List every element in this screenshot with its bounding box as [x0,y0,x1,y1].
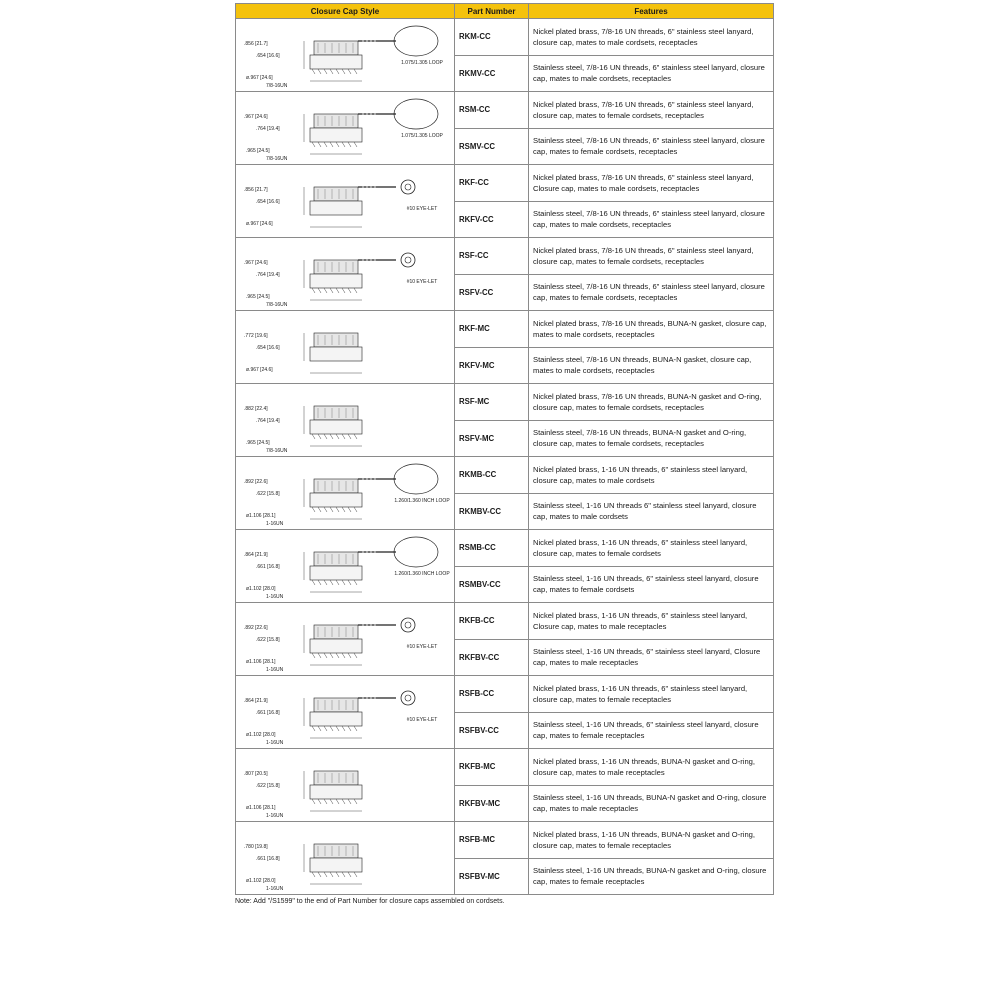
table-row [236,749,774,786]
cap-base [310,55,362,69]
dim-lanyard-end: 1.260/1.360 INCH LOOP [394,571,450,577]
thread-mark [354,507,357,512]
table-row [236,384,774,421]
dim-diameter: ø.967 [24.6] [246,75,273,81]
dim-lanyard-end: #10 EYE-LET [406,206,438,212]
header-features: Features [529,4,774,19]
cap-style-cell [236,822,455,895]
part-number: RKFB-MC [455,749,529,786]
thread-mark [342,507,345,512]
dim-thread: 1-16UN [266,594,284,600]
dim-body-height: .622 [15.8] [256,491,280,497]
part-number: RKF-MC [455,311,529,348]
cap-top [314,625,358,639]
features: Nickel plated brass, 7/8-16 UN threads, 6" stainless steel lanyard, closure cap, mates to male cordsets, receptacles [529,19,774,56]
footnote: Note: Add "/S1599" to the end of Part Number for closure caps assembled on cordsets. [235,898,505,905]
table-row [236,92,774,129]
thread-mark [324,872,327,877]
dim-thread: 7/8-16UN [266,156,288,162]
dim-body-height: .654 [16.6] [256,345,280,351]
dim-body-height: .661 [16.8] [256,856,280,862]
thread-mark [336,142,339,147]
features: Stainless steel, 7/8-16 UN threads, BUNA-N gasket, closure cap, mates to male cordsets, receptacles [529,347,774,384]
cap-style-cell [236,165,455,238]
part-number: RSFBV-MC [455,858,529,895]
thread-mark [318,726,321,731]
cap-drawing [236,384,454,456]
dim-body-height: .654 [16.6] [256,199,280,205]
dim-overall-height: .882 [22.4] [244,406,268,412]
thread-mark [312,142,315,147]
thread-mark [354,799,357,804]
dim-thread: 1-16UN [266,667,284,673]
thread-mark [354,653,357,658]
eyelet-ring [401,253,415,267]
thread-mark [348,69,351,74]
features: Nickel plated brass, 7/8-16 UN threads, BUNA-N gasket and O-ring, closure cap, mates to female cordsets, receptacles [529,384,774,421]
dim-body-height: .661 [16.8] [256,564,280,570]
dim-thread: 1-16UN [266,813,284,819]
features: Stainless steel, 7/8-16 UN threads, 6" stainless steel lanyard, closure cap, mates to male cordsets, receptacles [529,201,774,238]
thread-mark [330,726,333,731]
table-row [236,238,774,275]
dim-overall-height: .780 [19.8] [244,844,268,850]
table-row [236,676,774,713]
thread-mark [318,872,321,877]
part-number: RKFBV-CC [455,639,529,676]
cap-drawing [236,311,454,383]
thread-mark [318,142,321,147]
cap-drawing [236,530,454,602]
cap-base [310,712,362,726]
cap-drawing [236,676,454,748]
dim-thread: 7/8-16UN [266,448,288,454]
thread-mark [348,142,351,147]
thread-mark [318,288,321,293]
features: Stainless steel, 7/8-16 UN threads, 6" stainless steel lanyard, closure cap, mates to female cordsets, receptacles [529,274,774,311]
thread-mark [324,580,327,585]
thread-mark [348,799,351,804]
cap-top [314,41,358,55]
cap-top [314,552,358,566]
thread-mark [354,69,357,74]
part-number: RSMV-CC [455,128,529,165]
cap-top [314,187,358,201]
dim-diameter: ø1.102 [28.0] [246,878,276,884]
thread-mark [312,434,315,439]
dim-overall-height: .967 [24.6] [244,114,268,120]
table-row [236,311,774,348]
cap-style-cell [236,384,455,457]
thread-mark [330,69,333,74]
thread-mark [312,507,315,512]
part-number: RKF-CC [455,165,529,202]
features: Stainless steel, 1-16 UN threads, BUNA-N gasket and O-ring, closure cap, mates to female receptacles [529,858,774,895]
thread-mark [336,434,339,439]
thread-mark [324,726,327,731]
thread-mark [318,507,321,512]
dim-body-height: .622 [15.8] [256,783,280,789]
thread-mark [342,580,345,585]
part-number: RSFV-MC [455,420,529,457]
dim-overall-height: .807 [20.5] [244,771,268,777]
thread-mark [330,288,333,293]
features: Nickel plated brass, 1-16 UN threads, 6" stainless steel lanyard, closure cap, mates to female receptacles [529,676,774,713]
thread-mark [324,288,327,293]
thread-mark [342,69,345,74]
dim-thread: 1-16UN [266,740,284,746]
header-row [236,4,774,19]
table-row [236,822,774,859]
part-number: RSFBV-CC [455,712,529,749]
cap-top [314,260,358,274]
lanyard-loop [394,464,438,494]
thread-mark [330,142,333,147]
eyelet-ring [401,618,415,632]
part-number: RKFV-MC [455,347,529,384]
cap-drawing [236,165,454,237]
features: Nickel plated brass, 7/8-16 UN threads, 6" stainless steel lanyard, closure cap, mates to female cordsets, receptacles [529,238,774,275]
cap-style-cell [236,19,455,92]
features: Stainless steel, 1-16 UN threads, 6" stainless steel lanyard, Closure cap, mates to male receptacles [529,639,774,676]
cap-base [310,347,362,361]
thread-mark [342,726,345,731]
dim-diameter: ø1.106 [28.1] [246,513,276,519]
thread-mark [336,653,339,658]
dim-thread: 1-16UN [266,521,284,527]
thread-mark [336,69,339,74]
features: Stainless steel, 1-16 UN threads, BUNA-N gasket and O-ring, closure cap, mates to male receptacles [529,785,774,822]
dim-thread: 1-16UN [266,886,284,892]
thread-mark [318,799,321,804]
thread-mark [330,872,333,877]
table-row [236,457,774,494]
dim-overall-height: .856 [21.7] [244,41,268,47]
thread-mark [324,69,327,74]
part-number: RSFV-CC [455,274,529,311]
part-number: RSF-CC [455,238,529,275]
thread-mark [348,580,351,585]
eyelet-hole [405,622,411,628]
thread-mark [312,288,315,293]
dim-overall-height: .892 [22.6] [244,625,268,631]
thread-mark [342,653,345,658]
eyelet-hole [405,695,411,701]
thread-mark [354,142,357,147]
cap-base [310,639,362,653]
dim-body-height: .654 [16.6] [256,53,280,59]
dim-diameter: ø1.102 [28.0] [246,586,276,592]
thread-mark [318,69,321,74]
part-number: RKFV-CC [455,201,529,238]
cap-base [310,274,362,288]
cap-style-cell [236,530,455,603]
thread-mark [354,726,357,731]
features: Nickel plated brass, 7/8-16 UN threads, 6" stainless steel lanyard, Closure cap, mates to male cordsets, receptacles [529,165,774,202]
table-body [236,19,774,895]
dim-body-height: .764 [19.4] [256,126,280,132]
cap-base [310,785,362,799]
dim-overall-height: .892 [22.6] [244,479,268,485]
part-number: RKMV-CC [455,55,529,92]
table-row [236,165,774,202]
thread-mark [324,653,327,658]
features: Nickel plated brass, 1-16 UN threads, 6" stainless steel lanyard, closure cap, mates to male cordsets [529,457,774,494]
dim-diameter: ø1.102 [28.0] [246,732,276,738]
dim-body-height: .622 [15.8] [256,637,280,643]
thread-mark [342,872,345,877]
cap-drawing [236,749,454,821]
dim-overall-height: .864 [21.9] [244,698,268,704]
cap-base [310,858,362,872]
dim-diameter: .965 [24.5] [246,294,270,300]
dim-lanyard-end: #10 EYE-LET [406,644,438,650]
part-number: RSFB-CC [455,676,529,713]
thread-mark [342,434,345,439]
cap-drawing [236,92,454,164]
dim-lanyard-end: 1.075/1.305 LOOP [401,133,443,139]
features: Nickel plated brass, 1-16 UN threads, BUNA-N gasket and O-ring, closure cap, mates to female receptacles [529,822,774,859]
cap-base [310,566,362,580]
thread-mark [342,142,345,147]
eyelet-hole [405,257,411,263]
thread-mark [330,653,333,658]
part-number: RSMBV-CC [455,566,529,603]
table-row [236,530,774,567]
cap-style-cell [236,603,455,676]
thread-mark [324,799,327,804]
features: Nickel plated brass, 1-16 UN threads, BUNA-N gasket and O-ring, closure cap, mates to male receptacles [529,749,774,786]
thread-mark [312,69,315,74]
part-number: RKM-CC [455,19,529,56]
thread-mark [336,288,339,293]
dim-diameter: .965 [24.5] [246,440,270,446]
cap-drawing [236,238,454,310]
thread-mark [342,799,345,804]
thread-mark [354,580,357,585]
thread-mark [336,799,339,804]
thread-mark [330,507,333,512]
cap-top [314,771,358,785]
thread-mark [354,872,357,877]
eyelet-ring [401,180,415,194]
cap-style-cell [236,457,455,530]
cap-drawing [236,822,454,894]
dim-overall-height: .772 [19.6] [244,333,268,339]
thread-mark [336,580,339,585]
dim-lanyard-end: 1.075/1.305 LOOP [401,60,443,66]
cap-top [314,698,358,712]
thread-mark [330,434,333,439]
cap-top [314,844,358,858]
thread-mark [318,653,321,658]
cap-style-cell [236,92,455,165]
part-number: RSM-CC [455,92,529,129]
cap-base [310,420,362,434]
thread-mark [348,872,351,877]
thread-mark [348,288,351,293]
features: Stainless steel, 1-16 UN threads, 6" stainless steel lanyard, closure cap, mates to female cordsets [529,566,774,603]
thread-mark [312,872,315,877]
thread-mark [354,288,357,293]
closure-cap-table [235,3,774,895]
features: Stainless steel, 1-16 UN threads, 6" stainless steel lanyard, closure cap, mates to female receptacles [529,712,774,749]
thread-mark [312,726,315,731]
table-row [236,19,774,56]
part-number: RSMB-CC [455,530,529,567]
cap-style-cell [236,749,455,822]
thread-mark [318,434,321,439]
cap-style-cell [236,676,455,749]
dim-diameter: ø1.106 [28.1] [246,805,276,811]
features: Stainless steel, 1-16 UN threads 6" stainless steel lanyard, closure cap, mates to male cordsets [529,493,774,530]
features: Nickel plated brass, 7/8-16 UN threads, 6" stainless steel lanyard, closure cap, mates to female cordsets, receptacles [529,92,774,129]
part-number: RKMB-CC [455,457,529,494]
dim-lanyard-end: #10 EYE-LET [406,717,438,723]
cap-drawing [236,19,454,91]
thread-mark [324,434,327,439]
dim-thread: 7/8-16UN [266,302,288,308]
cap-top [314,406,358,420]
thread-mark [324,142,327,147]
part-number: RKFB-CC [455,603,529,640]
lanyard-loop [394,537,438,567]
thread-mark [336,507,339,512]
thread-mark [336,872,339,877]
thread-mark [312,799,315,804]
lanyard-loop [394,99,438,129]
lanyard-loop [394,26,438,56]
dim-body-height: .661 [16.8] [256,710,280,716]
dim-diameter: ø.967 [24.6] [246,367,273,373]
dim-overall-height: .864 [21.9] [244,552,268,558]
thread-mark [324,507,327,512]
thread-mark [348,653,351,658]
dim-lanyard-end: #10 EYE-LET [406,279,438,285]
thread-mark [312,580,315,585]
cap-drawing [236,603,454,675]
thread-mark [342,288,345,293]
features: Nickel plated brass, 7/8-16 UN threads, BUNA-N gasket, closure cap, mates to male cordsets, receptacles [529,311,774,348]
part-number: RKFBV-MC [455,785,529,822]
features: Stainless steel, 7/8-16 UN threads, 6" stainless steel lanyard, closure cap, mates to female cordsets, receptacles [529,128,774,165]
cap-top [314,479,358,493]
eyelet-ring [401,691,415,705]
cap-top [314,114,358,128]
features: Nickel plated brass, 1-16 UN threads, 6" stainless steel lanyard, Closure cap, mates to male receptacles [529,603,774,640]
header-part-number: Part Number [455,4,529,19]
thread-mark [336,726,339,731]
dim-overall-height: .856 [21.7] [244,187,268,193]
part-number: RSFB-MC [455,822,529,859]
table-row [236,603,774,640]
thread-mark [354,434,357,439]
dim-overall-height: .967 [24.6] [244,260,268,266]
cap-base [310,128,362,142]
cap-base [310,493,362,507]
thread-mark [318,580,321,585]
cap-top [314,333,358,347]
thread-mark [330,580,333,585]
eyelet-hole [405,184,411,190]
cap-style-cell [236,311,455,384]
features: Nickel plated brass, 1-16 UN threads, 6" stainless steel lanyard, closure cap, mates to female cordsets [529,530,774,567]
dim-diameter: ø.967 [24.6] [246,221,273,227]
features: Stainless steel, 7/8-16 UN threads, 6" stainless steel lanyard, closure cap, mates to male cordsets, receptacles [529,55,774,92]
cap-base [310,201,362,215]
thread-mark [330,799,333,804]
closure-cap-sheet [235,3,773,905]
thread-mark [348,507,351,512]
features: Stainless steel, 7/8-16 UN threads, BUNA-N gasket and O-ring, closure cap, mates to female cordsets, receptacles [529,420,774,457]
dim-body-height: .764 [19.4] [256,418,280,424]
part-number: RKMBV-CC [455,493,529,530]
thread-mark [348,434,351,439]
dim-diameter: ø1.106 [28.1] [246,659,276,665]
part-number: RSF-MC [455,384,529,421]
thread-mark [348,726,351,731]
cap-style-cell [236,238,455,311]
cap-drawing [236,457,454,529]
dim-body-height: .764 [19.4] [256,272,280,278]
dim-thread: 7/8-16UN [266,83,288,89]
thread-mark [312,653,315,658]
dim-diameter: .965 [24.5] [246,148,270,154]
header-style: Closure Cap Style [236,4,455,19]
dim-lanyard-end: 1.260/1.360 INCH LOOP [394,498,450,504]
